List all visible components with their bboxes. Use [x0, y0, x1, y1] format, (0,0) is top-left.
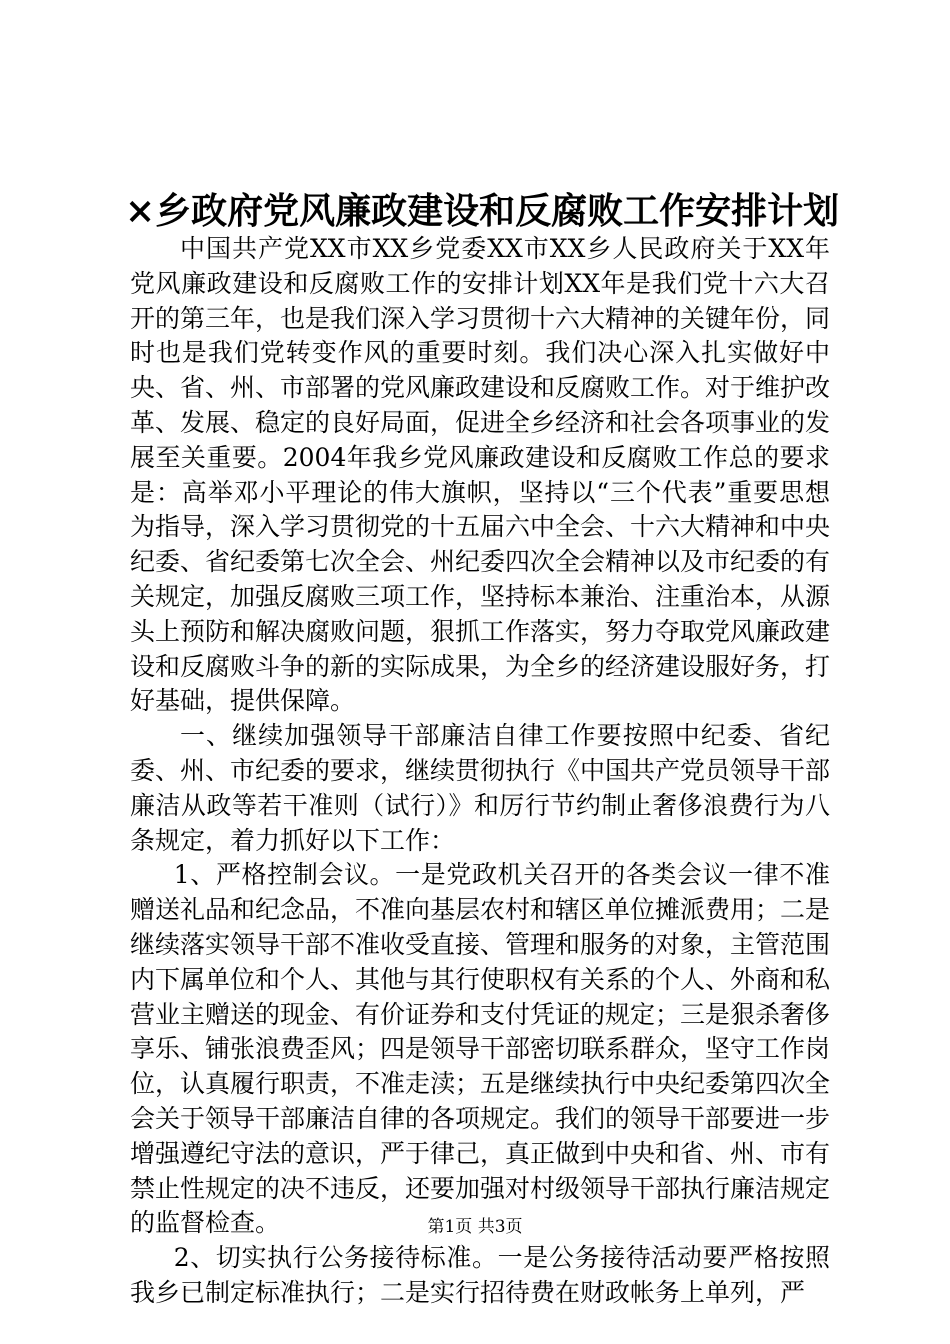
paragraph-item-two: 2、切实执行公务接待标准。一是公务接待活动要严格按照我乡已制定标准执行；二是实行招待费在财政帐务上单列，严 — [130, 1243, 830, 1307]
paragraph-intro: 中国共产党XX市XX乡党委XX市XX乡人民政府关于XX年党风廉政建设和反腐败工作的安排计划XX年是我们党十六大召开的第三年，也是我们深入学习贯彻十六大精神的关键年份，同时也是我们党转变作风的重要时刻。我们决心深入扎实做好中央、省、州、市部署的党风廉政建设和反腐败工作。对于维护改革、发展、稳定的良好局面，促进全乡经济和社会各项事业的发展至关重要。2004年我乡党风廉政建设和反腐败工作总的要求是：高举邓小平理论的伟大旗帜，坚持以“三个代表”重要思想为指导，深入学习贯彻党的十五届六中全会、十六大精神和中央纪委、省纪委第七次全会、州纪委四次全会精神以及市纪委的有关规定，加强反腐败三项工作，坚持标本兼治、注重治本，从源头上预防和解决腐败问题，狠抓工作落实，努力夺取党风廉政建设和反腐败斗争的新的实际成果，为全乡的经济建设服好务，打好基础，提供保障。 — [130, 234, 831, 716]
document-title: ×乡政府党风廉政建设和反腐败工作安排计划 — [125, 190, 840, 232]
document-body — [130, 232, 830, 1311]
page-number: 第1页 共3页 — [427, 1217, 523, 1237]
paragraph-section-one: 一、继续加强领导干部廉洁自律工作要按照中纪委、省纪委、州、市纪委的要求，继续贯彻执行《中国共产党员领导干部廉洁从政等若干准则（试行）》和厉行节约制止奢侈浪费行为八条规定，着力抓好以下工作： — [130, 721, 831, 855]
paragraph-item-one: 1、严格控制会议。一是党政机关召开的各类会议一律不准赠送礼品和纪念品，不准向基层农村和辖区单位摊派费用；二是继续落实领导干部不准收受直接、管理和服务的对象，主管范围内下属单位和个人、其他与其行使职权有关系的个人、外商和私营业主赠送的现金、有价证券和支付凭证的规定；三是狠杀奢侈享乐、铺张浪费歪风；四是领导干部密切联系群众，坚守工作岗位，认真履行职责，不准走渎；五是继续执行中央纪委第四次全会关于领导干部廉洁自律的各项规定。我们的领导干部要进一步增强遵纪守法的意识，严于律己，真正做到中央和省、州、市有禁止性规定的决不违反，还要加强对村级领导干部执行廉洁规定的监督检查。 — [130, 860, 831, 1238]
